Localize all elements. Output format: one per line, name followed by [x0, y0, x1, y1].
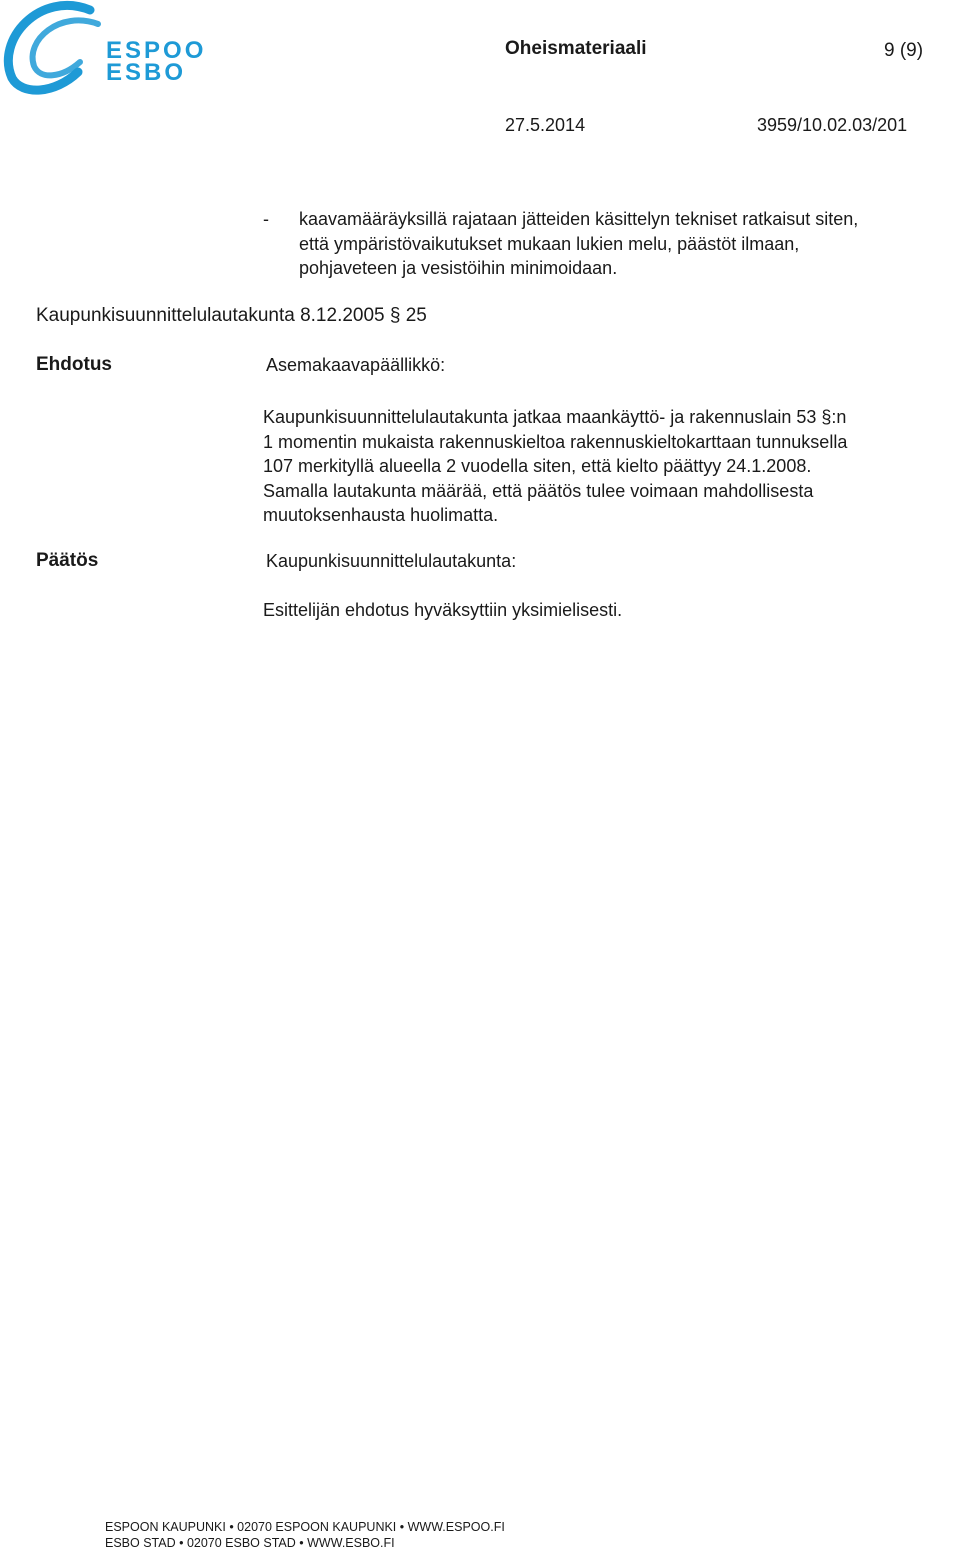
- bullet-text: [299, 207, 858, 281]
- decision-author: Kaupunkisuunnittelulautakunta:: [266, 551, 517, 571]
- espoo-logo-wordmark: [106, 37, 207, 86]
- bullet-dash: -: [263, 209, 269, 229]
- logo-line-espoo: ESPOO: [106, 37, 207, 64]
- espoo-logo-emblem: [0, 0, 106, 98]
- proposal-label: Ehdotus: [36, 354, 112, 375]
- footer-line-swedish: ESBO STAD • 02070 ESBO STAD • WWW.ESBO.FI: [105, 1536, 395, 1550]
- proposal-line: 107 merkityllä alueella 2 vuodella siten, että kielto päättyy 24.1.2008.: [263, 456, 812, 476]
- decision-text: Esittelijän ehdotus hyväksyttiin yksimielisesti.: [263, 600, 623, 620]
- page-footer: [105, 1519, 505, 1551]
- proposal-line: 1 momentin mukaista rakennuskieltoa rakennuskieltokarttaan tunnuksella: [263, 431, 848, 452]
- footer-line-finnish: ESPOON KAUPUNKI • 02070 ESPOON KAUPUNKI • WWW.ESPOO.FI: [105, 1520, 505, 1534]
- bullet-line: kaavamääräyksillä rajataan jätteiden käsittelyn tekniset ratkaisut siten,: [299, 209, 859, 229]
- meeting-reference: Kaupunkisuunnittelulautakunta 8.12.2005 § 25: [36, 305, 427, 326]
- proposal-line: Samalla lautakunta määrää, että päätös tulee voimaan mahdollisesta: [263, 480, 814, 501]
- decision-label: Päätös: [36, 550, 99, 571]
- bullet-line: pohjaveteen ja vesistöihin minimoidaan.: [299, 258, 618, 278]
- proposal-text: [263, 405, 847, 528]
- document-title: Oheismateriaali: [505, 38, 647, 59]
- document-date: 27.5.2014: [505, 115, 586, 135]
- proposal-line: Kaupunkisuunnittelulautakunta jatkaa maankäyttö- ja rakennuslain 53 §:n: [263, 407, 847, 427]
- document-reference: 3959/10.02.03/201: [757, 115, 908, 135]
- proposal-line: muutoksenhausta huolimatta.: [263, 505, 499, 525]
- bullet-line: että ympäristövaikutukset mukaan lukien melu, päästöt ilmaan,: [299, 233, 800, 254]
- proposal-author: Asemakaavapäällikkö:: [266, 355, 446, 375]
- logo-line-esbo: ESBO: [106, 59, 187, 86]
- page-number: 9 (9): [884, 40, 924, 61]
